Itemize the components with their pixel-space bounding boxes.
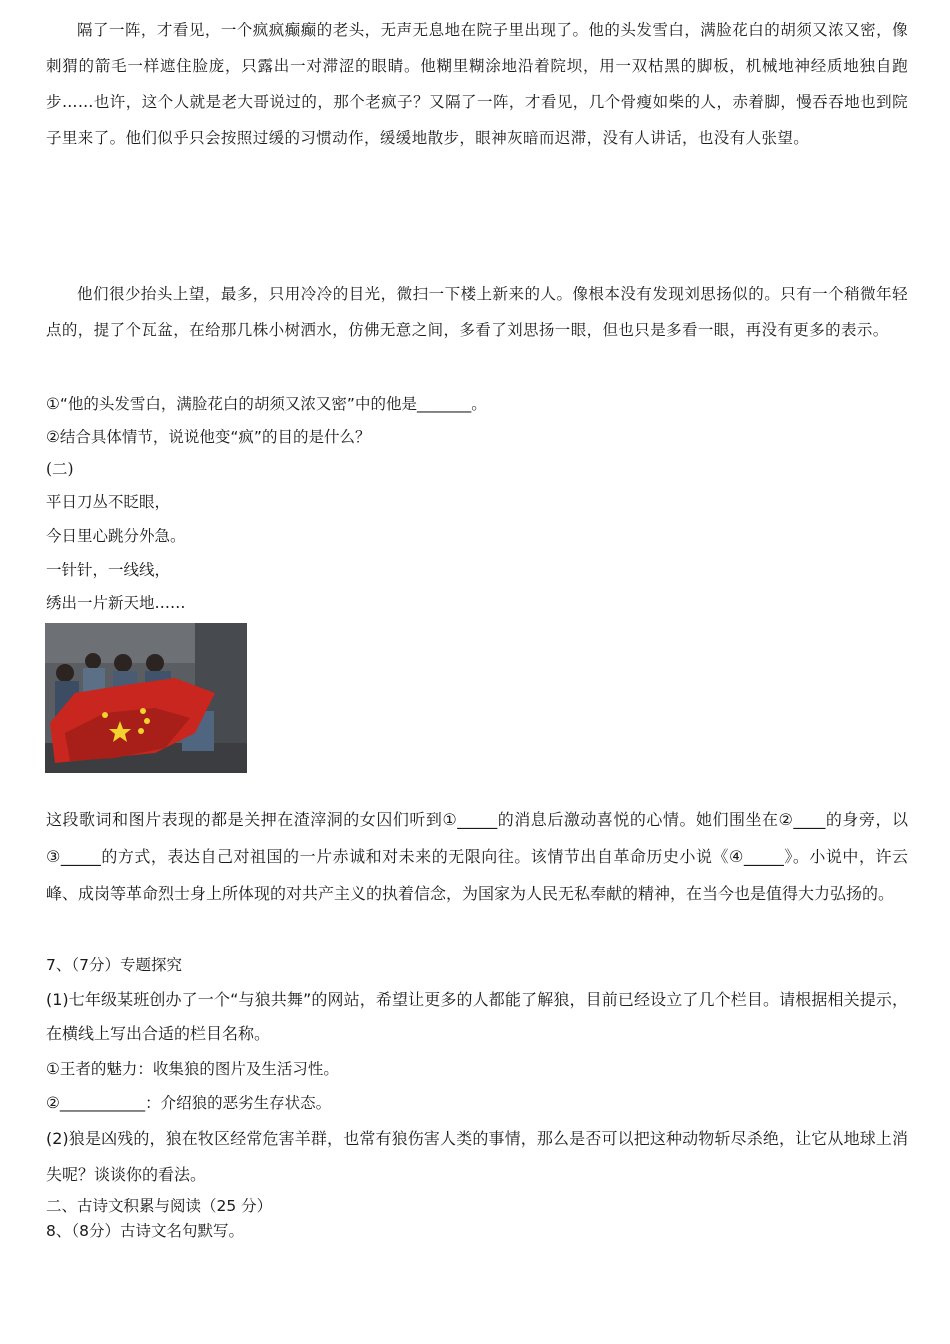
q8-heading: 8、（8分）古诗文名句默写。 [46, 1222, 244, 1240]
q7-item-1: ①王者的魅力：收集狼的图片及生活习性。 [46, 1060, 339, 1078]
q7-heading: 7、（7分）专题探究 [46, 956, 182, 974]
q7-item-2: ②___________：介绍狼的恶劣生存状态。 [46, 1094, 332, 1112]
section-2-label: (二) [46, 460, 74, 478]
question-2: ②结合具体情节，说说他变“疯”的目的是什么？ [46, 428, 371, 446]
passage-paragraph-1: 隔了一阵，才看见，一个疯疯癫癫的老头，无声无息地在院子里出现了。他的头发雪白，满脸花白的胡须又浓又密，像刺猬的箭毛一样遮住脸庞，只露出一对滞涩的眼睛。他糊里糊涂地沿着院坝，用一双枯黑的脚板，机械地神经质地独自跑步……也许，这个人就是老大哥说过的，那个老疯子？又隔了一阵，才看见，几个骨瘦如柴的人，赤着脚，慢吞吞地也到院子里来了。他们似乎只会按照过缓的习惯动作，缓缓地散步，眼神灰暗而迟滞，没有人讲话，也没有人张望。 [46, 21, 908, 147]
lyric-line-4: 绣出一片新天地…… [46, 594, 186, 612]
fill-in-paragraph: 这段歌词和图片表现的都是关押在渣滓洞的女囚们听到①_____的消息后激动喜悦的心情。她们围坐在②____的身旁，以③_____的方式，表达自己对祖国的一片赤诚和对未来的无限向往。该情节出自革命历史小说《④_____》。小说中，许云峰、成岗等革命烈士身上所体现的对共产主义的执着信念，为国家为人民无私奉献的精神，在当今也是值得大力弘扬的。 [46, 810, 908, 903]
red-flag-photo-icon [45, 623, 247, 773]
lyric-line-3: 一针针，一线线， [46, 561, 171, 579]
question-1: ①“他的头发雪白，满脸花白的胡须又浓又密”中的他是_______。 [46, 395, 487, 413]
lyric-line-1: 平日刀丛不眨眼， [46, 493, 171, 511]
q7-part-2: (2)狼是凶残的，狼在牧区经常危害羊群，也常有狼伤害人类的事情，那么是否可以把这种动物斩尽杀绝，让它从地球上消失呢？谈谈你的看法。 [46, 1129, 908, 1184]
passage-paragraph-2: 他们很少抬头上望，最多，只用冷冷的目光，微扫一下楼上新来的人。像根本没有发现刘思扬似的。只有一个稍微年轻点的，提了个瓦盆，在给那几株小树洒水，仿佛无意之间，多看了刘思扬一眼，但也只是多看一眼，再没有更多的表示。 [46, 285, 908, 339]
q7-part-1: (1)七年级某班创办了一个“与狼共舞”的网站，希望让更多的人都能了解狼，目前已经设立了几个栏目。请根据相关提示，在横线上写出合适的栏目名称。 [46, 990, 908, 1043]
section-title: 二、古诗文积累与阅读（25 分） [46, 1197, 273, 1215]
lyric-line-2: 今日里心跳分外急。 [46, 527, 186, 545]
